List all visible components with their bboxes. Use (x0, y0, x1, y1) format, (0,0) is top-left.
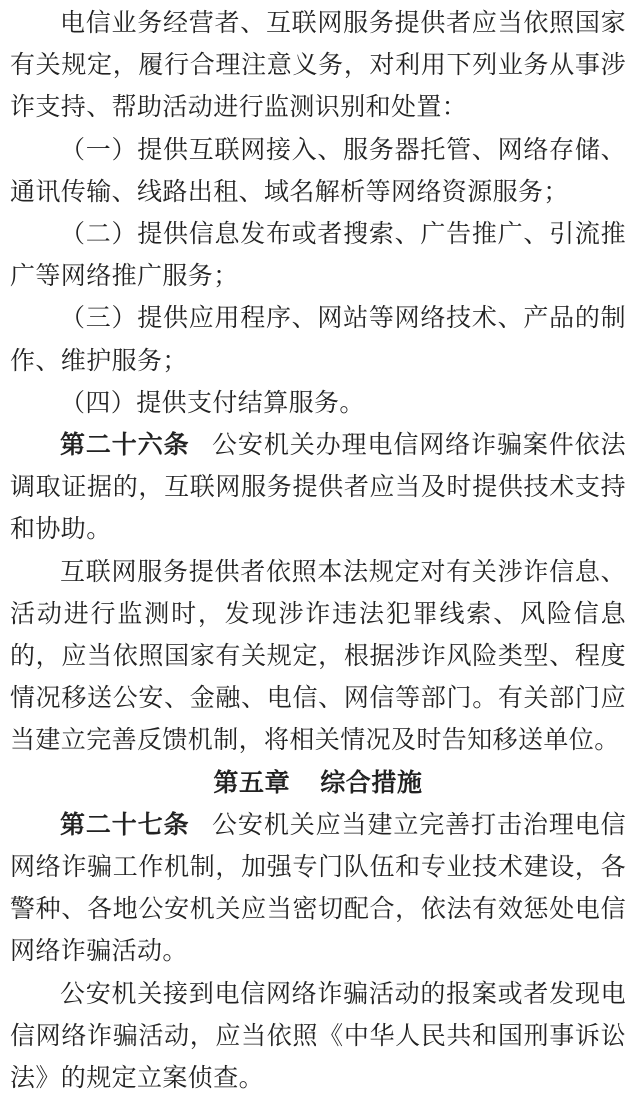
article-26-label: 第二十六条 (60, 430, 190, 460)
paragraph-investigation: 公安机关接到电信网络诈骗活动的报案或者发现电信网络诈骗活动，应当依照《中华人民共和国刑事诉讼法》的规定立案侦查。 (10, 978, 626, 1093)
chapter-heading (10, 762, 626, 804)
paragraph-item-3: （三）提供应用程序、网站等网络技术、产品的制作、维护服务； (10, 303, 626, 375)
paragraph-item-4: （四）提供支付结算服务。 (60, 387, 365, 417)
paragraph-item-1: （一）提供互联网接入、服务器托管、网络存储、通讯传输、线路出租、域名解析等网络资源服务； (10, 134, 626, 206)
article-27-text: 公安机关应当建立完善打击治理电信网络诈骗工作机制，加强专门队伍和专业技术建设，各警种、各地公安机关应当密切配合，依法有效惩处电信网络诈骗活动。 (10, 809, 626, 966)
chapter-title: 综合措施 (320, 767, 423, 797)
paragraph-item-2: （二）提供信息发布或者搜索、广告推广、引流推广等网络推广服务； (10, 219, 626, 291)
article-26-text: 公安机关办理电信网络诈骗案件依法调取证据的，互联网服务提供者应当及时提供技术支持和协助。 (10, 430, 626, 544)
article-27 (10, 804, 626, 973)
paragraph-obligations-intro: 电信业务经营者、互联网服务提供者应当依照国家有关规定，履行合理注意义务，对利用下列业务从事涉诈支持、帮助活动进行监测识别和处置： (10, 8, 626, 122)
chapter-number: 第五章 (213, 767, 291, 797)
article-27-label: 第二十七条 (60, 809, 190, 839)
article-26 (10, 424, 626, 551)
paragraph-monitoring: 互联网服务提供者依照本法规定对有关涉诈信息、活动进行监测时，发现涉诈违法犯罪线索、风险信息的，应当依照国家有关规定，根据涉诈风险类型、程度情况移送公安、金融、电信、网信等部门。有关部门应当建立完善反馈机制，将相关情况及时告知移送单位。 (10, 556, 626, 755)
